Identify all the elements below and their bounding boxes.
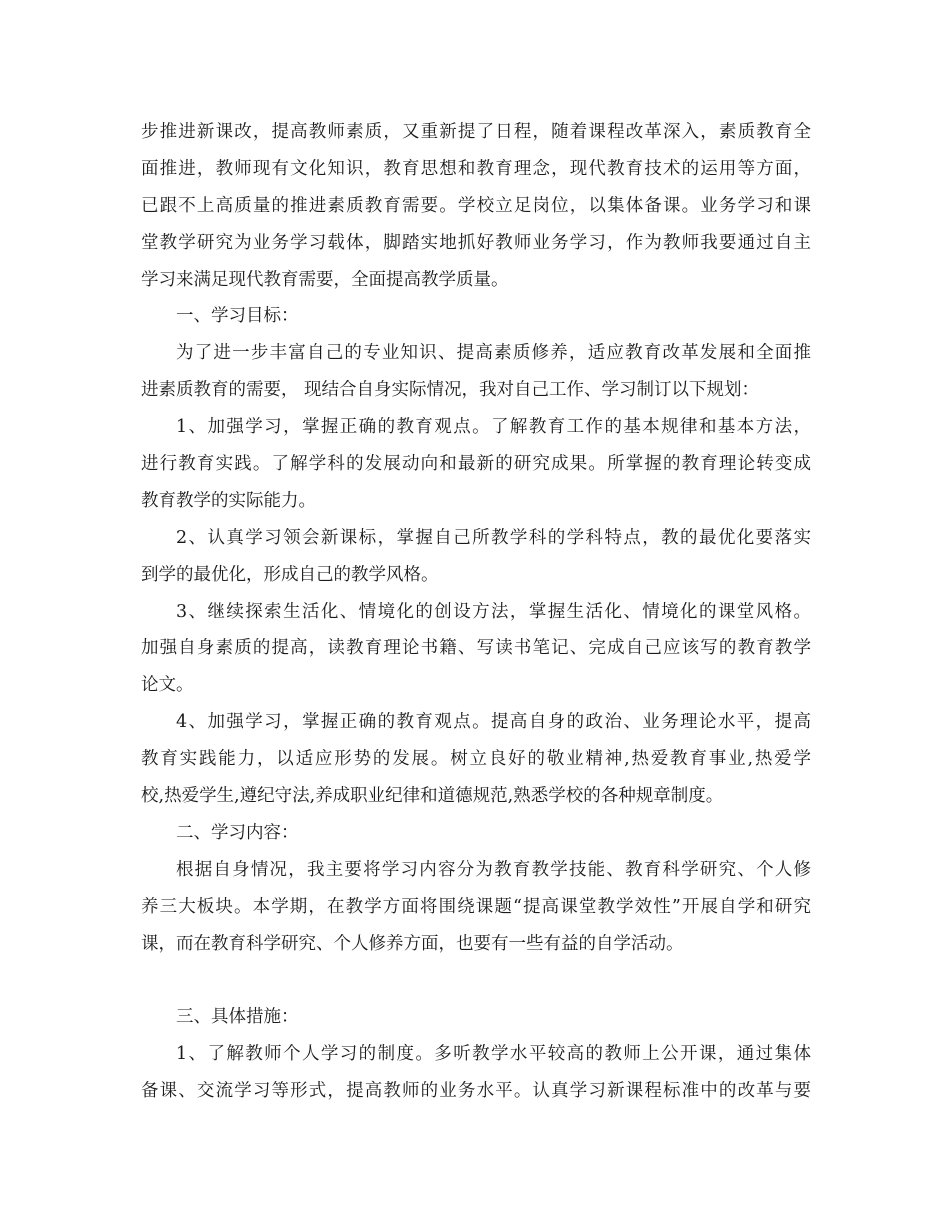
text-line: 加强自身素质的提高，读教育理论书籍、写读书笔记、完成自己应该写的教育教学 xyxy=(141,638,811,659)
text-line: 论文。 xyxy=(141,675,194,696)
blank-line xyxy=(141,962,811,999)
text-line: 备课、交流学习等形式，提高教师的业务水平。认真学习新课程标准中的改革与要 xyxy=(141,1081,811,1102)
text-line: 3、继续探索生活化、情境化的创设方法，掌握生活化、情境化的课堂风格。 xyxy=(176,601,811,622)
text-line: 2、认真学习领会新课标，掌握自己所教学科的学科特点，教的最优化要落实 xyxy=(176,527,811,548)
text-line: 一、学习目标： xyxy=(176,306,299,327)
text-line: 为了进一步丰富自己的专业知识、提高素质修养，适应教育改革发展和全面推 xyxy=(176,343,811,364)
text-line: 课，而在教育科学研究、个人修养方面，也要有一些有益的自学活动。 xyxy=(141,933,684,954)
text-line: 1、加强学习，掌握正确的教育观点。了解教育工作的基本规律和基本方法， xyxy=(176,417,811,438)
text-line: 学习来满足现代教育需要，全面提高教学质量。 xyxy=(141,269,509,290)
text-line: 步推进新课改，提高教师素质，又重新提了日程，随着课程改革深入，素质教育全 xyxy=(141,122,811,142)
text-line: 根据自身情况，我主要将学习内容分为教育教学技能、教育科学研究、个人修 xyxy=(176,859,811,880)
text-line: 三、具体措施： xyxy=(176,1007,299,1028)
text-line: 1、了解教师个人学习的制度。多听教学水平较高的教师上公开课，通过集体 xyxy=(176,1044,811,1065)
text-line: 养三大板块。本学期，在教学方面将围绕课题“提高课堂教学效性”开展自学和研究 xyxy=(141,896,811,917)
text-line: 面推进，教师现有文化知识，教育思想和教育理念，现代教育技术的运用等方面， xyxy=(141,158,811,179)
text-line: 进素质教育的需要， 现结合自身实际情况，我对自己工作、学习制订以下规划： xyxy=(141,380,760,401)
document-body xyxy=(141,114,811,1110)
text-line: 二、学习内容： xyxy=(176,822,299,843)
text-line: 进行教育实践。了解学科的发展动向和最新的研究成果。所掌握的教育理论转变成 xyxy=(141,454,811,475)
text-line: 教育教学的实际能力。 xyxy=(141,490,316,511)
text-line: 教育实践能力，以适应形势的发展。树立良好的敬业精神,热爱教育事业,热爱学 xyxy=(141,749,811,770)
text-line: 堂教学研究为业务学习载体，脚踏实地抓好教师业务学习，作为教师我要通过自主 xyxy=(141,232,811,253)
text-line: 已跟不上高质量的推进素质教育需要。学校立足岗位，以集体备课。业务学习和课 xyxy=(141,195,811,216)
text-line: 到学的最优化，形成自己的教学风格。 xyxy=(141,564,439,585)
text-line: 4、加强学习，掌握正确的教育观点。提高自身的政治、业务理论水平，提高 xyxy=(176,712,811,733)
text-line: 校,热爱学生,遵纪守法,养成职业纪律和道德规范,熟悉学校的各种规章制度。 xyxy=(141,786,724,807)
